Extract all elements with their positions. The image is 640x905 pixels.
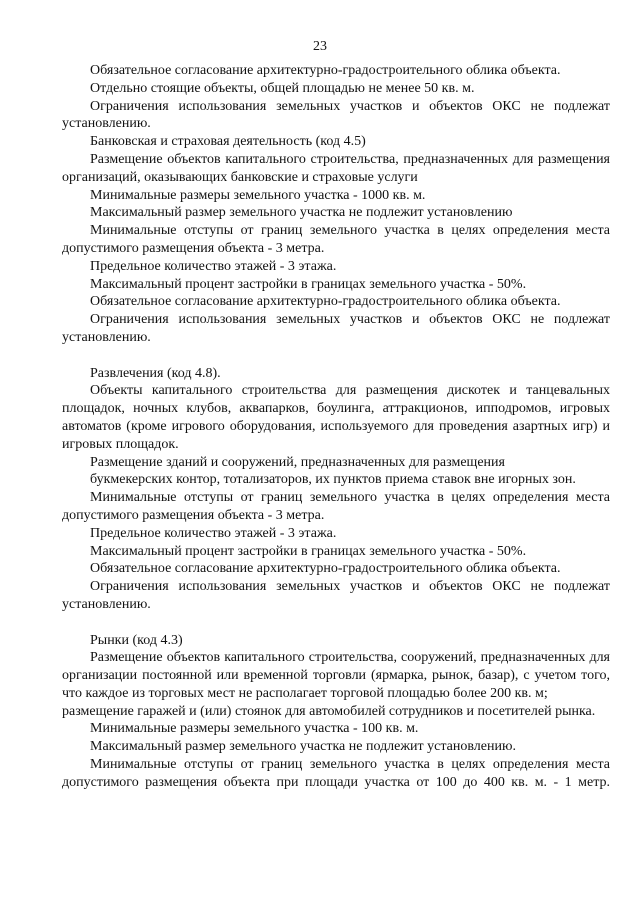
- paragraph: Минимальные отступы от границ земельного участка в целях определения места допустимого размещения объекта - 3 метра.: [62, 223, 610, 256]
- paragraph: Обязательное согласование архитектурно-градостроительного облика объекта.: [90, 294, 561, 310]
- paragraph: Минимальные размеры земельного участка - 100 кв. м.: [90, 721, 419, 737]
- paragraph: Максимальный размер земельного участка не подлежит установлению: [90, 205, 513, 221]
- paragraph: Ограничения использования земельных участков и объектов ОКС не подлежат установлению.: [62, 579, 610, 612]
- paragraph: Ограничения использования земельных участков и объектов ОКС не подлежат установлению.: [62, 98, 610, 132]
- paragraph: Предельное количество этажей - 3 этажа.: [90, 525, 337, 541]
- paragraph: Минимальные отступы от границ земельного участка в целях определения места допустимого размещения объекта - 3 метра.: [62, 490, 610, 523]
- paragraph: Развлечения (код 4.8).: [90, 365, 221, 381]
- paragraph: Отдельно стоящие объекты, общей площадью не менее 50 кв. м.: [90, 80, 475, 96]
- paragraph: Минимальные отступы от границ земельного участка в целях определения места допустимого размещения объекта при площади участка от 100 до 400 кв. м. - 1 метр.: [62, 757, 610, 790]
- paragraph: Максимальный процент застройки в границах земельного участка - 50%.: [90, 276, 527, 292]
- paragraph: Размещение объектов капитального строительства, предназначенных для размещения организаций, оказывающих банковские и страховые услуги: [62, 151, 610, 185]
- paragraph: Размещение зданий и сооружений, предназначенных для размещения: [90, 454, 505, 470]
- paragraph: Банковская и страховая деятельность (код 4.5): [90, 134, 366, 150]
- paragraph: Минимальные размеры земельного участка - 1000 кв. м.: [90, 187, 426, 203]
- paragraph: Максимальный размер земельного участка не подлежит установлению.: [90, 739, 516, 755]
- document-body: [62, 62, 610, 809]
- page-number: 23: [313, 39, 327, 54]
- paragraph: Размещение объектов капитального строительства, сооружений, предназначенных для организации постоянной или временной торговли (ярмарка, рынок, базар), с учетом того, что каждое из торговых мест не располагает торговой площадью более 200 кв. м;: [62, 650, 610, 701]
- paragraph: Максимальный процент застройки в границах земельного участка - 50%.: [90, 543, 527, 559]
- paragraph: Обязательное согласование архитектурно-градостроительного облика объекта.: [90, 561, 561, 577]
- paragraph: Объекты капитального строительства для размещения дискотек и танцевальных площадок, ночных клубов, аквапарков, боулинга, аттракционов, ипподромов, игровых автоматов (кроме игрового оборудования, используемого для проведения азартных игр) и игровых площадок.: [62, 383, 610, 452]
- paragraph-spacer: [62, 347, 610, 365]
- paragraph: Предельное количество этажей - 3 этажа.: [90, 258, 337, 274]
- paragraph: Обязательное согласование архитектурно-градостроительного облика объекта.: [90, 63, 561, 78]
- paragraph: Ограничения использования земельных участков и объектов ОКС не подлежат установлению.: [62, 312, 610, 345]
- paragraph: размещение гаражей и (или) стоянок для автомобилей сотрудников и посетителей рынка.: [62, 703, 596, 719]
- paragraph: букмекерских контор, тотализаторов, их пунктов приема ставок вне игорных зон.: [90, 472, 576, 488]
- paragraph-spacer: [62, 614, 610, 632]
- paragraph: Рынки (код 4.3): [90, 632, 183, 648]
